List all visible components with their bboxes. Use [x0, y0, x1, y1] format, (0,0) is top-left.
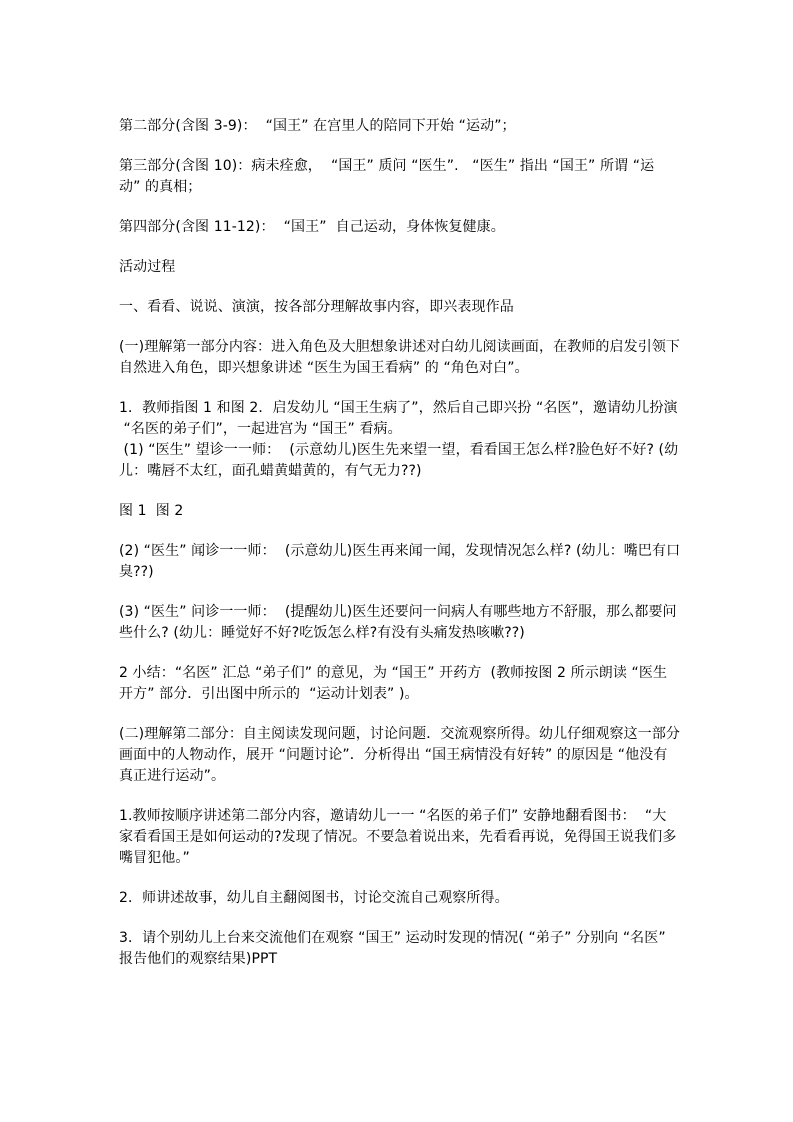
paragraph	[119, 663, 677, 705]
text-line: 活动过程	[119, 259, 176, 275]
paragraph	[119, 501, 677, 522]
text-line: 嘴冒犯他。”	[119, 850, 190, 866]
paragraph	[119, 928, 677, 970]
text-line: 2．师讲述故事，幼儿自主翻阅图书，讨论交流自己观察所得。	[119, 890, 509, 906]
text-line: (2) “医生” 闻诊一一师： (示意幼儿)医生再来闻一闻，发现情况怎么样? (幼儿：嘴巴有口	[119, 543, 681, 559]
text-line: 第三部分(含图 10)：病未痊愈， “国王” 质问 “医生”. “医生” 指出 “国王” 所谓 “运	[119, 158, 655, 174]
text-line: 2 小结：“名医” 汇总 “弟子们” 的意见，为 “国王” 开药方 (教师按图 2 所示朗读 “医生	[119, 665, 668, 681]
text-line: 儿：嘴唇不太红，面孔蜡黄蜡黄的，有气无力??)	[119, 463, 422, 479]
paragraph	[119, 217, 677, 238]
text-line: 动” 的真相；	[119, 179, 202, 195]
paragraph	[119, 806, 677, 869]
text-line: 3．请个别幼儿上台来交流他们在观察 “国王” 运动时发现的情况( “弟子” 分别向 “名医”	[119, 930, 666, 946]
text-line: 报告他们的观察结果)PPT	[119, 951, 278, 967]
text-line: 画面中的人物动作，展开 “问题讨论”．分析得出 “国王病情没有好转” 的原因是 “他没有	[119, 747, 668, 763]
text-line: 些什么? (幼儿：睡觉好不好?吃饭怎么样?有没有头痛发热咳嗽??)	[119, 625, 525, 641]
paragraph	[119, 398, 677, 482]
paragraph	[119, 116, 677, 137]
text-line: 臭??)	[119, 564, 154, 580]
text-line: 真正进行运动”。	[119, 768, 226, 784]
text-line: “名医的弟子们”，一起进宫为 “国王” 看病。	[119, 421, 402, 437]
text-line: 家看看国王是如何运动的?发现了情况。不要急着说出来，先看看再说，免得国王说我们多	[119, 829, 677, 845]
text-line: (二)理解第二部分：自主阅读发现问题，讨论问题．交流观察所得。幼儿仔细观察这一部分	[119, 726, 681, 742]
paragraph	[119, 724, 681, 787]
text-line: 图 1 图 2	[119, 503, 184, 519]
text-line: (3) “医生” 问诊一一师： (提醒幼儿)医生还要问一问病人有哪些地方不舒服，那么都要问	[119, 604, 677, 620]
paragraph	[119, 888, 677, 909]
text-line: 1．教师指图 1 和图 2．启发幼儿 “国王生病了”，然后自己即兴扮 “名医”，邀请幼儿扮演	[119, 400, 678, 416]
text-line: 一、看看、说说、演演，按各部分理解故事内容，即兴表现作品	[119, 299, 514, 315]
paragraph	[119, 541, 681, 583]
paragraph	[119, 602, 677, 644]
text-line: 第四部分(含图 11-12)： “国王” 自己运动，身体恢复健康。	[119, 219, 505, 235]
paragraph	[119, 297, 677, 318]
text-line: (1) “医生” 望诊一一师： (示意幼儿)医生先来望一望，看看国王怎么样?脸色好不好? (幼	[119, 442, 679, 458]
text-line: (一)理解第一部分内容：进入角色及大胆想象讲述对白幼儿阅读画面，在教师的启发引领下	[119, 339, 681, 355]
text-line: 第二部分(含图 3-9)： “国王” 在宫里人的陪同下开始 “运动”；	[119, 118, 516, 134]
text-line: 开方” 部分．引出图中所示的 “运动计划表” )。	[119, 686, 419, 702]
paragraph	[119, 257, 677, 278]
document-body	[119, 116, 681, 989]
paragraph	[119, 156, 677, 198]
text-line: 自然进入角色，即兴想象讲述 “医生为国王看病” 的 “角色对白”。	[119, 360, 529, 376]
text-line: 1.教师按顺序讲述第二部分内容，邀请幼儿一一 “名医的弟子们” 安静地翻看图书： “大	[119, 808, 667, 824]
paragraph	[119, 337, 681, 379]
